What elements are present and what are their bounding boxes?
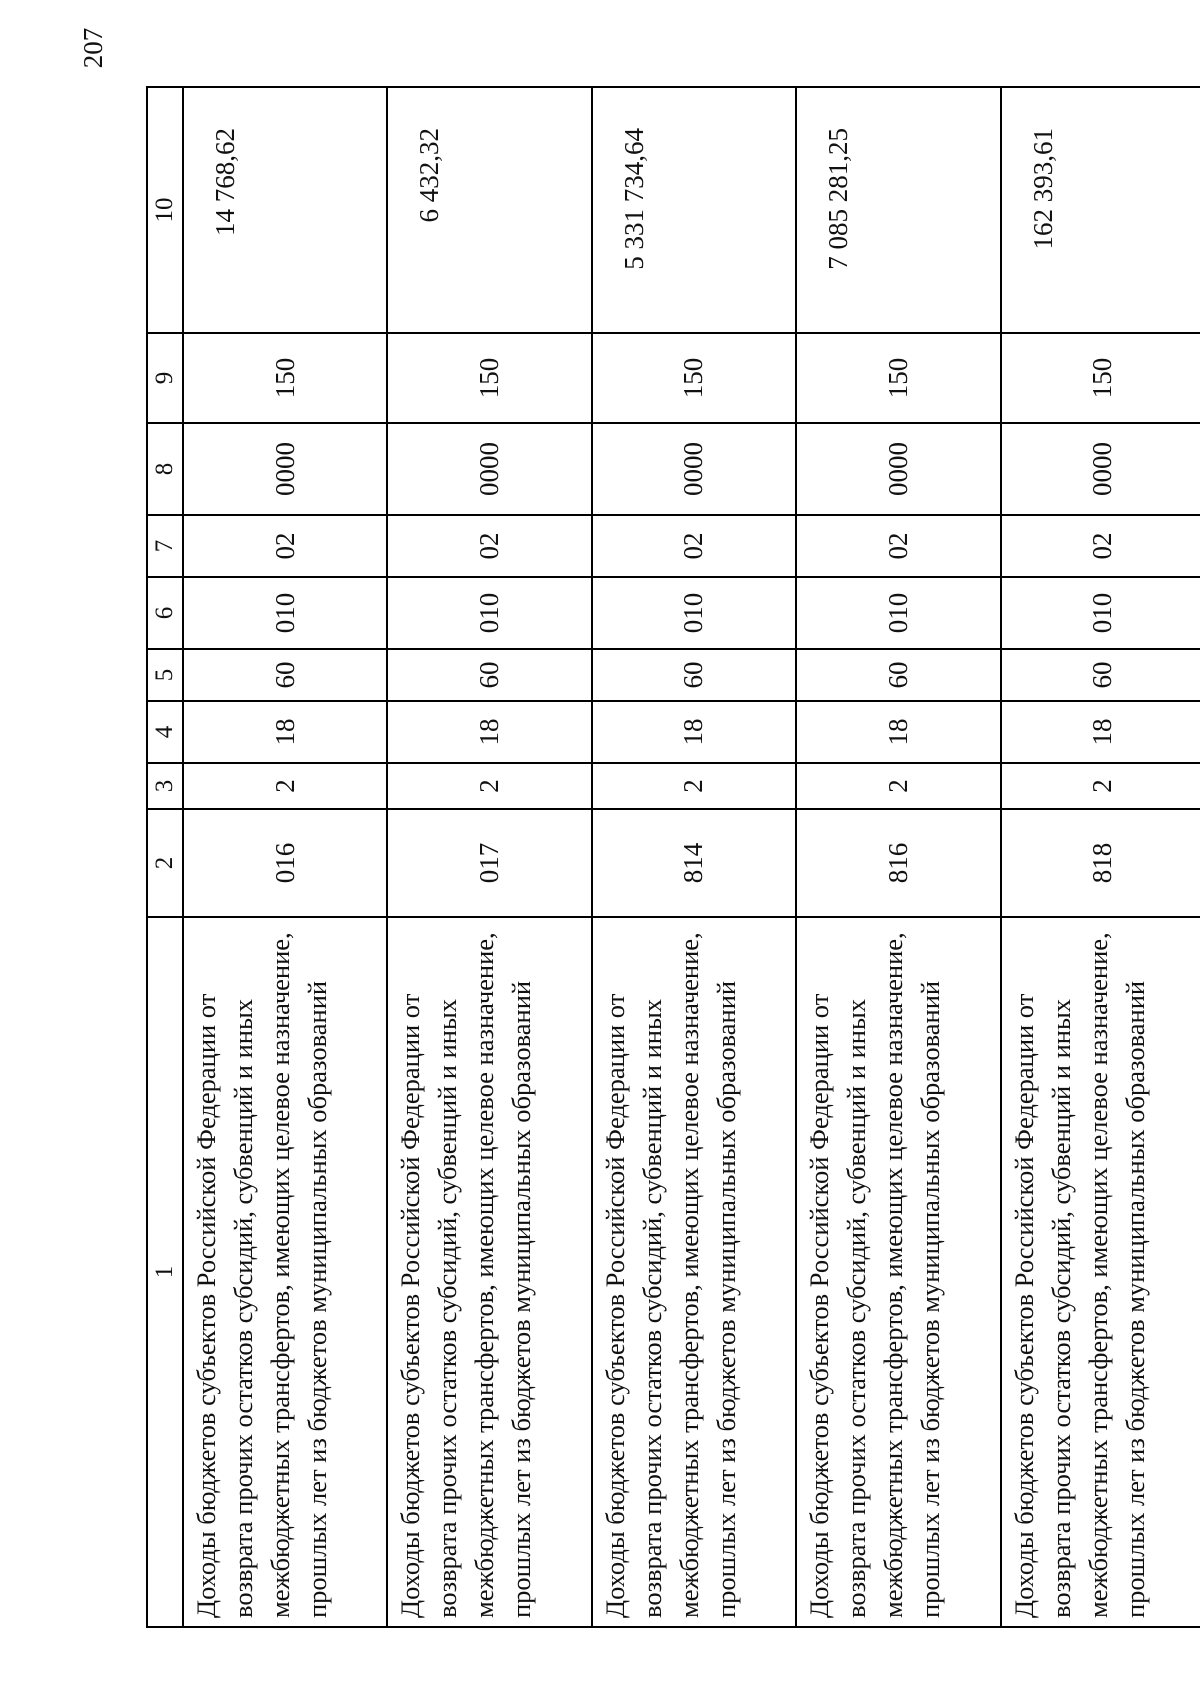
code-cell-c7: 02 — [1001, 515, 1200, 577]
code-cell-c6: 010 — [1001, 577, 1200, 649]
code-cell-c4: 18 — [592, 701, 796, 763]
code-cell-c2: 818 — [1001, 809, 1200, 917]
code-cell-c5: 60 — [183, 649, 387, 701]
header-row — [147, 87, 183, 1627]
column-header: 6 — [147, 577, 183, 649]
column-header: 10 — [147, 87, 183, 333]
code-cell-c7: 02 — [387, 515, 591, 577]
code-cell-c3: 2 — [796, 763, 1000, 809]
code-cell-c9: 150 — [592, 333, 796, 423]
code-cell-c7: 02 — [592, 515, 796, 577]
column-header: 4 — [147, 701, 183, 763]
code-cell-c3: 2 — [387, 763, 591, 809]
code-cell-c5: 60 — [592, 649, 796, 701]
code-cell-c8: 0000 — [183, 423, 387, 515]
table-body — [147, 87, 1200, 1627]
code-cell-c8: 0000 — [387, 423, 591, 515]
row-description: Доходы бюджетов субъектов Российской Федерации от возврата прочих остатков субсидий, субвенций и иных межбюджетных трансфертов, имеющих целевое назначение, прошлых лет из бюджетов муниципальных образований — [592, 917, 796, 1627]
code-cell-c3: 2 — [183, 763, 387, 809]
column-header: 5 — [147, 649, 183, 701]
column-header: 8 — [147, 423, 183, 515]
code-cell-c4: 18 — [387, 701, 591, 763]
code-cell-c6: 010 — [796, 577, 1000, 649]
page-number: 207 — [78, 27, 108, 69]
code-cell-c8: 0000 — [796, 423, 1000, 515]
code-cell-c6: 010 — [592, 577, 796, 649]
code-cell-c5: 60 — [387, 649, 591, 701]
code-cell-c2: 017 — [387, 809, 591, 917]
code-cell-c9: 150 — [387, 333, 591, 423]
code-cell-c7: 02 — [796, 515, 1000, 577]
table-row — [1001, 87, 1200, 1627]
code-cell-c2: 816 — [796, 809, 1000, 917]
row-amount: 14 768,62 — [183, 87, 387, 333]
row-description: Доходы бюджетов субъектов Российской Федерации от возврата прочих остатков субсидий, субвенций и иных межбюджетных трансфертов, имеющих целевое назначение, прошлых лет из бюджетов муниципальных образований — [796, 917, 1000, 1627]
row-amount: 5 331 734,64 — [592, 87, 796, 333]
code-cell-c9: 150 — [1001, 333, 1200, 423]
rotated-document — [78, 27, 1200, 1628]
row-description: Доходы бюджетов субъектов Российской Федерации от возврата прочих остатков субсидий, субвенций и иных межбюджетных трансфертов, имеющих целевое назначение, прошлых лет из бюджетов муниципальных образований — [387, 917, 591, 1627]
row-amount: 162 393,61 — [1001, 87, 1200, 333]
table-row — [592, 87, 796, 1627]
code-cell-c9: 150 — [183, 333, 387, 423]
table-row — [183, 87, 387, 1627]
code-cell-c2: 016 — [183, 809, 387, 917]
budget-table — [146, 86, 1200, 1628]
code-cell-c8: 0000 — [1001, 423, 1200, 515]
row-description: Доходы бюджетов субъектов Российской Федерации от возврата прочих остатков субсидий, субвенций и иных межбюджетных трансфертов, имеющих целевое назначение, прошлых лет из бюджетов муниципальных образований — [183, 917, 387, 1627]
table-row — [796, 87, 1000, 1627]
column-header: 7 — [147, 515, 183, 577]
row-amount: 7 085 281,25 — [796, 87, 1000, 333]
code-cell-c4: 18 — [796, 701, 1000, 763]
code-cell-c8: 0000 — [592, 423, 796, 515]
code-cell-c5: 60 — [1001, 649, 1200, 701]
code-cell-c6: 010 — [387, 577, 591, 649]
code-cell-c4: 18 — [183, 701, 387, 763]
code-cell-c9: 150 — [796, 333, 1000, 423]
code-cell-c4: 18 — [1001, 701, 1200, 763]
code-cell-c3: 2 — [1001, 763, 1200, 809]
column-header: 3 — [147, 763, 183, 809]
row-description: Доходы бюджетов субъектов Российской Федерации от возврата прочих остатков субсидий, субвенций и иных межбюджетных трансфертов, имеющих целевое назначение, прошлых лет из бюджетов муниципальных образований — [1001, 917, 1200, 1627]
code-cell-c2: 814 — [592, 809, 796, 917]
code-cell-c5: 60 — [796, 649, 1000, 701]
column-header: 2 — [147, 809, 183, 917]
table-row — [387, 87, 591, 1627]
code-cell-c7: 02 — [183, 515, 387, 577]
column-header: 9 — [147, 333, 183, 423]
row-amount: 6 432,32 — [387, 87, 591, 333]
code-cell-c3: 2 — [592, 763, 796, 809]
code-cell-c6: 010 — [183, 577, 387, 649]
column-header: 1 — [147, 917, 183, 1627]
